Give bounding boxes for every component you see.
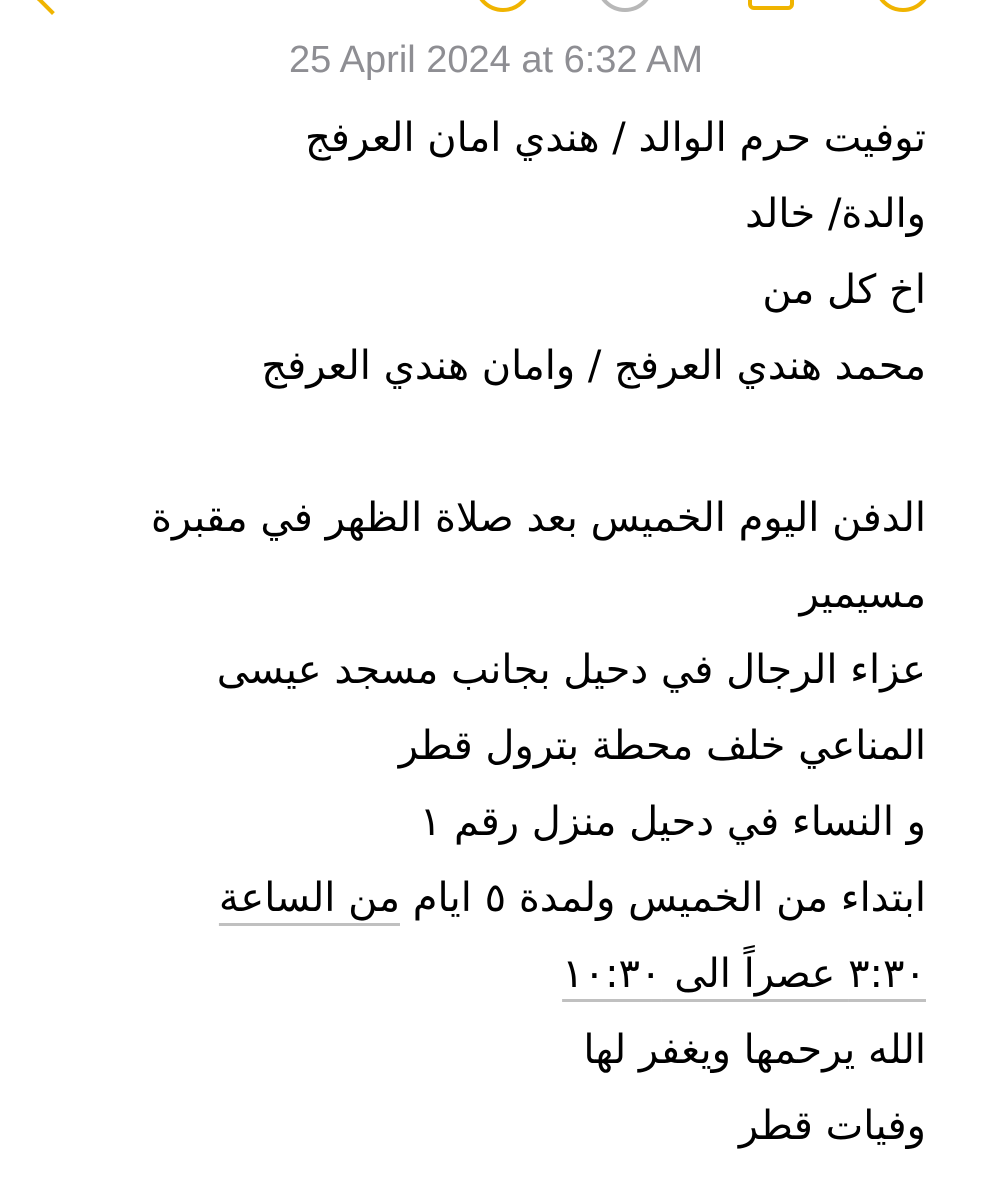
note-line: اخ كل من xyxy=(762,267,926,313)
note-line: الله يرحمها ويغفر لها xyxy=(583,1027,926,1073)
note-line: مسيمير xyxy=(799,571,926,617)
blank-line xyxy=(66,404,926,480)
note-text: ابتداء من الخميس ولمدة ٥ ايام xyxy=(400,875,926,921)
detected-time-link[interactable]: ٣:٣٠ عصراً الى ١٠:٣٠ xyxy=(562,951,926,997)
note-line: الدفن اليوم الخميس بعد صلاة الظهر في مقبرة xyxy=(150,495,926,541)
note-line xyxy=(66,860,926,936)
note-line: وفيات قطر xyxy=(738,1103,926,1149)
note-toolbar xyxy=(0,0,992,22)
more-icon[interactable] xyxy=(596,0,654,12)
done-icon[interactable] xyxy=(874,0,932,12)
note-line: توفيت حرم الوالد / هندي امان العرفج xyxy=(304,115,926,161)
detected-time-link[interactable]: من الساعة xyxy=(218,875,400,921)
note-body[interactable] xyxy=(66,100,926,1164)
note-line xyxy=(66,936,926,1012)
note-line: و النساء في دحيل منزل رقم ١ xyxy=(419,799,926,845)
back-chevron-icon[interactable] xyxy=(35,0,69,15)
share-icon[interactable] xyxy=(474,0,532,12)
note-line: المناعي خلف محطة بترول قطر xyxy=(398,723,926,769)
note-line: محمد هندي العرفج / وامان هندي العرفج xyxy=(261,343,926,389)
note-timestamp: 25 April 2024 at 6:32 AM xyxy=(288,39,704,81)
note-line: والدة/ خالد xyxy=(745,191,926,237)
note-line: عزاء الرجال في دحيل بجانب مسجد عيسى xyxy=(216,647,926,693)
compose-icon[interactable] xyxy=(748,0,794,10)
